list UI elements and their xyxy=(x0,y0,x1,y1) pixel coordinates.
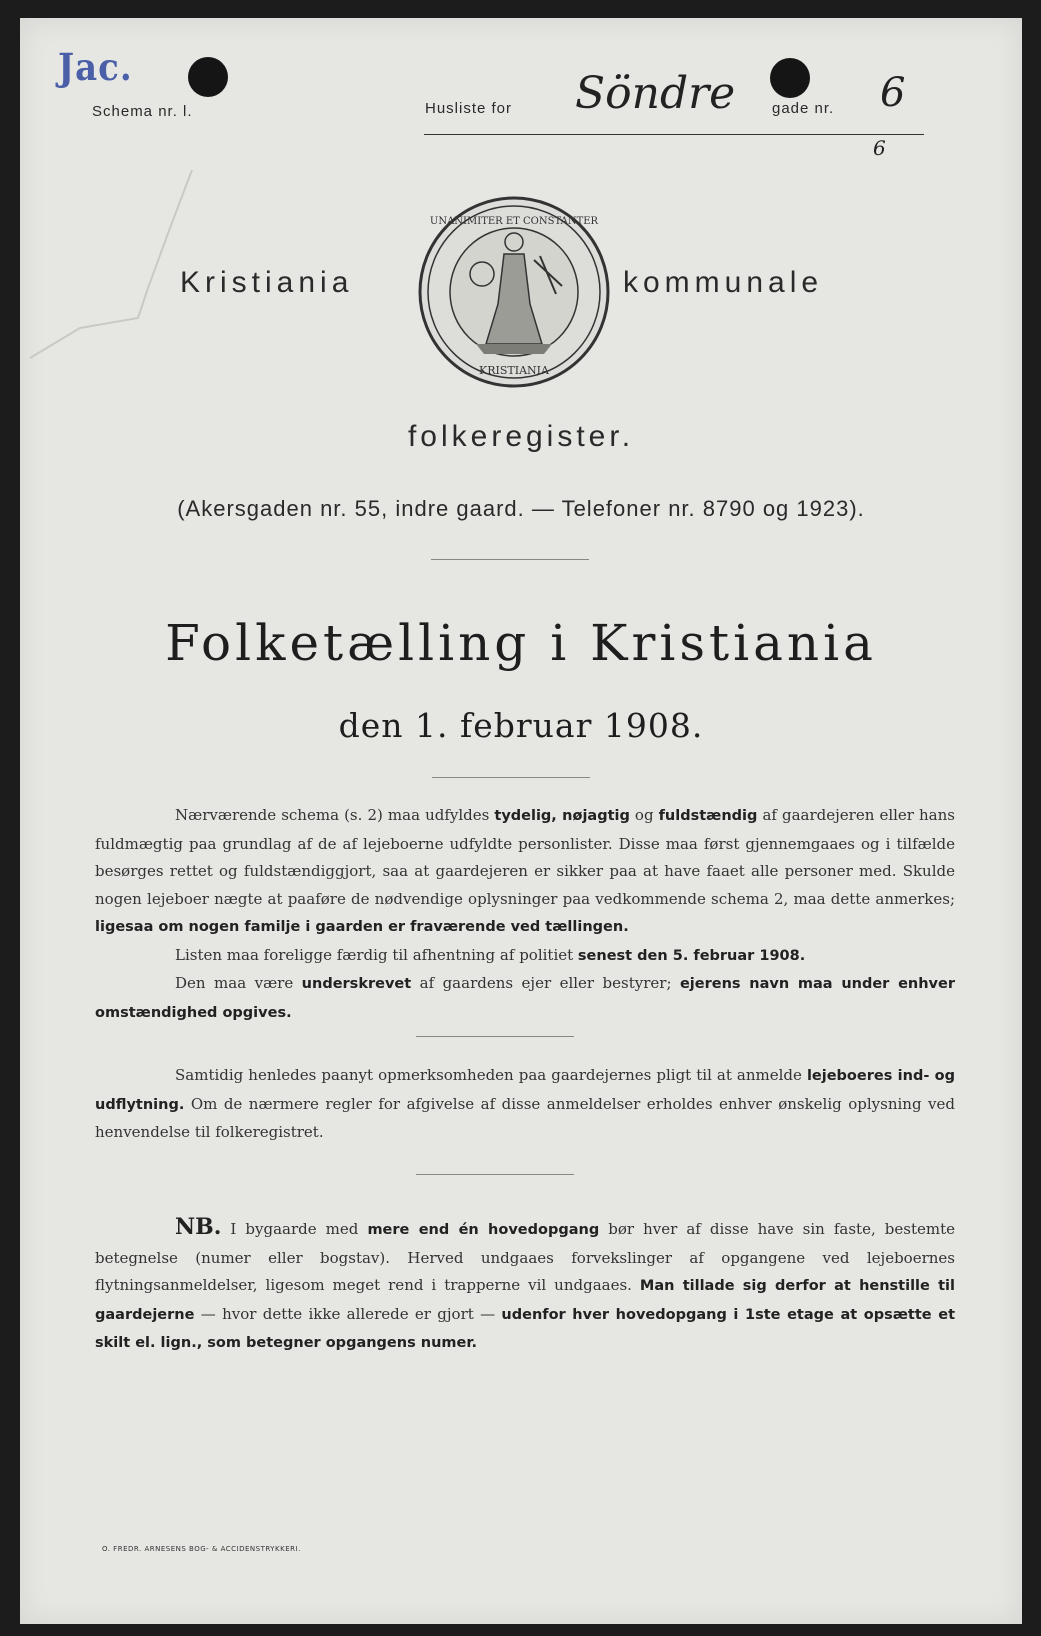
instructions-block xyxy=(95,802,955,1027)
svg-text:KRISTIANIA: KRISTIANIA xyxy=(479,364,549,377)
emphasis-text: mere end én hovedopgang xyxy=(367,1222,600,1238)
body-text: og xyxy=(629,806,659,824)
handwritten-number-small: 6 xyxy=(873,136,886,160)
kristiania-seal-icon xyxy=(416,194,612,390)
notice-paragraph xyxy=(95,1062,955,1147)
punch-hole xyxy=(770,58,810,98)
gade-label: gade nr. xyxy=(772,100,835,117)
body-text: I bygaarde med xyxy=(221,1220,368,1238)
page-title: Folketælling i Kristiania xyxy=(165,614,877,672)
emphasis-text: ejerens navn maa under enhver omstændighed opgives. xyxy=(95,976,955,1021)
body-text: — hvor dette ikke allerede er gjort — xyxy=(194,1304,502,1323)
emphasis-text: Man tillade sig derfor at henstille til gaardejerne xyxy=(95,1278,955,1323)
body-text: Listen maa foreligge færdig til afhentning af politiet xyxy=(175,945,578,964)
notice-block xyxy=(95,1062,955,1147)
body-text: af gaardejeren eller hans fuldmægtig paa grundlag af de af lejeboerne udfyldte personlister. Disse maa først gjennemgaaes og i tilfælde besørges rettet og fuldstændiggjort, saa at gaardejeren er sikker paa at have faaet alle personer med. Skulde nogen lejeboer nægte at paaføre de nødvendige oplysninger paa vedkommende schema 2, maa dette anmerkes; xyxy=(95,806,955,908)
register-heading: folkeregister. xyxy=(407,420,635,453)
divider xyxy=(431,559,589,560)
schema-label: Schema nr. l. xyxy=(92,103,193,120)
census-form-page xyxy=(20,18,1022,1624)
body-text: bør hver af disse have sin faste, bestemte betegnelse (numer eller bogstav). Herved undgaaes forvekslinger af opgangene ved lejeboernes flytningsanmeldelser, ligesom meget rend i trapperne vil undgaaes. xyxy=(95,1220,955,1294)
nb-label: NB. xyxy=(175,1214,222,1240)
emphasis-text: tydelig, nøjagtig xyxy=(494,808,630,824)
body-text: Om de nærmere regler for afgivelse af disse anmeldelser erholdes enhver ønskelig oplysning ved henvendelse til folkeregistret. xyxy=(95,1094,955,1141)
masthead-right: kommunale xyxy=(623,266,824,299)
register-address: (Akersgaden nr. 55, indre gaard. — Telefoner nr. 8790 og 1923). xyxy=(177,496,865,521)
instruction-paragraph xyxy=(95,802,955,942)
emphasis-text: ligesaa om nogen familje i gaarden er fraværende ved tællingen. xyxy=(95,919,629,935)
emphasis-text: senest den 5. februar 1908. xyxy=(577,947,806,964)
handwritten-number: 6 xyxy=(880,70,906,116)
instruction-paragraph xyxy=(95,970,955,1027)
divider xyxy=(432,777,590,778)
body-text: Den maa være xyxy=(175,974,302,992)
punch-hole xyxy=(188,57,228,97)
emphasis-text: lejeboeres ind- og udflytning. xyxy=(95,1068,956,1113)
emphasis-text: udenfor hver hovedopgang i 1ste etage at opsætte et skilt el. lign., som betegner opgangens numer. xyxy=(95,1306,956,1351)
divider xyxy=(416,1174,574,1175)
nb-text xyxy=(95,1220,955,1351)
body-text: af gaardens ejer eller bestyrer; xyxy=(411,974,680,992)
masthead-left: Kristiania xyxy=(180,266,354,299)
nb-block xyxy=(95,1214,955,1358)
body-text: Samtidig henledes paanyt opmerksomheden paa gaardejernes pligt til at anmelde xyxy=(175,1066,807,1084)
body-text: Nærværende schema (s. 2) maa udfyldes xyxy=(175,806,495,824)
divider xyxy=(416,1036,574,1037)
husliste-label: Husliste for xyxy=(425,100,513,117)
census-date: den 1. februar 1908. xyxy=(338,706,704,745)
instruction-paragraph xyxy=(95,942,955,971)
handwritten-street: Söndre xyxy=(575,68,736,119)
emphasis-text: underskrevet xyxy=(301,976,412,992)
nb-paragraph xyxy=(95,1214,955,1358)
printer-imprint: O. FREDR. ARNESENS BOG- & ACCIDENSTRYKKERI. xyxy=(102,1545,301,1553)
emphasis-text: fuldstændig xyxy=(658,808,758,824)
stamp-jac: Jac. xyxy=(58,46,133,90)
svg-text:UNANIMITER ET CONSTANTER: UNANIMITER ET CONSTANTER xyxy=(429,216,599,227)
